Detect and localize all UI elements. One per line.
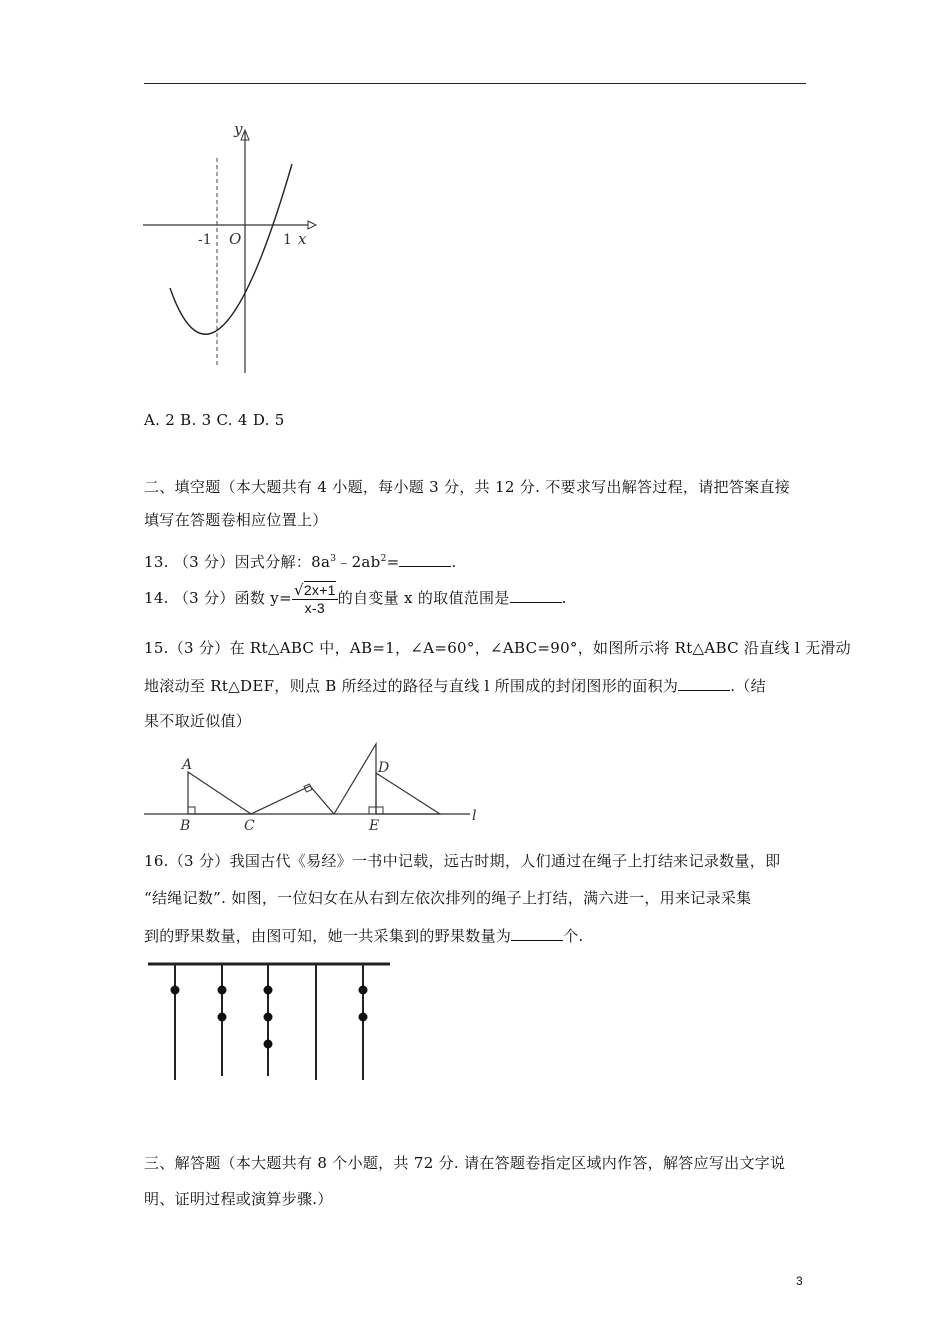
q13-answer-blank[interactable] [399, 550, 451, 567]
q15-line1: 15.（3 分）在 Rt△ABC 中，AB=1，∠A=60°，∠ABC=90°，如图所示将 Rt△ABC 沿直线 l 无滑动 [144, 639, 851, 657]
q16-line3-post: 个. [563, 927, 584, 945]
header-rule [144, 83, 806, 84]
page-number: 3 [796, 1274, 803, 1288]
q14-suffix: 的自变量 x 的取值范围是 [337, 589, 510, 607]
q15-line2-pre: 地滚动至 Rt△DEF，则点 B 所经过的路径与直线 l 所围成的封闭图形的面积为 [144, 677, 679, 695]
x-axis-label: x [298, 230, 307, 248]
question-14 [144, 579, 567, 617]
q15-line2-post: .（结 [730, 677, 766, 695]
y-axis-label: y [234, 120, 243, 138]
knot [218, 986, 227, 995]
rolling-triangle-figure [140, 740, 490, 835]
q14-end: . [561, 589, 567, 607]
knot [359, 986, 368, 995]
x-axis-arrow [308, 221, 316, 229]
label-a: A [182, 757, 193, 773]
right-angle-b [188, 807, 195, 814]
parabola-curve [170, 164, 292, 334]
tick-neg1: -1 [198, 232, 212, 248]
knot [264, 1040, 273, 1049]
q13-end: . [451, 553, 457, 571]
q15-line3: 果不取近似值） [144, 712, 252, 730]
knot [264, 1013, 273, 1022]
knot [264, 986, 273, 995]
q13-sup2: 2 [380, 554, 387, 564]
label-l: l [472, 808, 477, 824]
q16-answer-blank[interactable] [511, 924, 563, 941]
label-b: B [180, 818, 191, 834]
rolled-triangle-1 [251, 786, 334, 814]
q14-fraction: $\frac{√2x+1}{x-3}$ [293, 580, 336, 616]
right-angle-e [369, 807, 376, 814]
label-e: E [369, 818, 380, 834]
q14-prefix: 14. （3 分）函数 y= [144, 589, 292, 607]
q13-sup1: 3 [330, 554, 337, 564]
q13-eq: = [386, 553, 400, 571]
q15-line2 [144, 674, 766, 697]
right-angle-e2 [376, 807, 383, 814]
section3-heading-line2: 明、证明过程或演算步骤.） [144, 1190, 333, 1208]
right-angle-mid [304, 784, 312, 792]
q16-line3 [144, 924, 584, 947]
triangle-def [376, 773, 440, 814]
q12-options: A. 2 B. 3 C. 4 D. 5 [144, 411, 285, 429]
q14-answer-blank[interactable] [510, 586, 562, 603]
parabola-figure [140, 118, 320, 380]
q16-line2: “结绳记数”. 如图，一位妇女在从右到左依次排列的绳子上打结，满六进一，用来记录采集 [144, 889, 752, 907]
origin-label: O [229, 230, 242, 248]
section3-heading-line1: 三、解答题（本大题共有 8 个小题，共 72 分. 请在答题卷指定区域内作答，解答应写出文字说 [144, 1154, 786, 1172]
knot-rope-figure [145, 958, 395, 1086]
q16-line1: 16.（3 分）我国古代《易经》一书中记载，远古时期，人们通过在绳子上打结来记录数量，即 [144, 852, 781, 870]
q16-line3-pre: 到的野果数量，由图可知，她一共采集到的野果数量为 [144, 927, 512, 945]
label-c: C [244, 818, 255, 834]
q15-answer-blank[interactable] [678, 674, 730, 691]
tick-pos1: 1 [283, 232, 292, 248]
knot [171, 986, 180, 995]
section2-heading-line1: 二、填空题（本大题共有 4 小题，每小题 3 分，共 12 分. 不要求写出解答过程，请把答案直接 [144, 478, 791, 496]
rolled-triangle-2 [334, 744, 376, 814]
question-13 [144, 548, 457, 573]
label-d: D [378, 760, 390, 776]
q14-denominator: x-3 [304, 599, 326, 616]
q13-mid: ﹣2ab [336, 553, 381, 571]
knot [359, 1013, 368, 1022]
triangle-abc [188, 772, 251, 814]
section2-heading-line2: 填写在答题卷相应位置上） [144, 511, 328, 529]
q14-numerator: 2x+1 [303, 581, 336, 598]
q13-prefix: 13. （3 分）因式分解：8a [144, 553, 331, 571]
knot [218, 1013, 227, 1022]
